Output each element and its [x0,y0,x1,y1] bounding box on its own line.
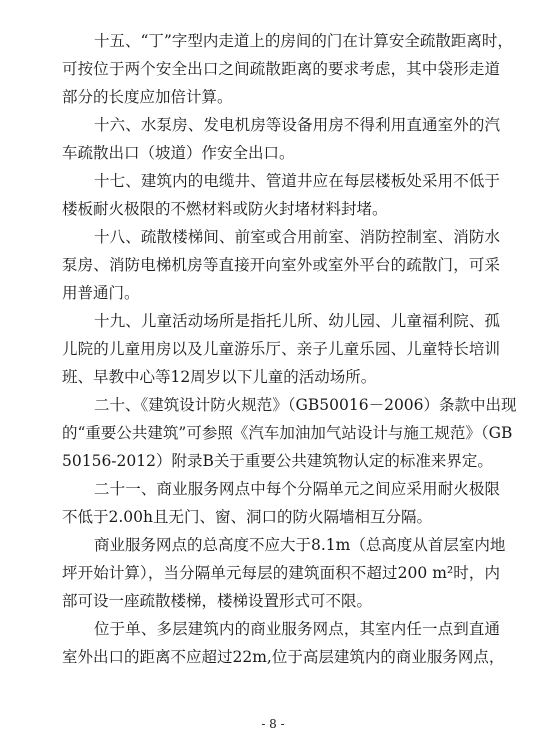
paragraph-15-line-2: 可按位于两个安全出口之间疏散距离的要求考虑，其中袋形走道 [62,60,500,78]
paragraph-17-line-2: 楼板耐火极限的不燃材料或防火封堵材料封堵。 [62,200,388,218]
paragraph-18-line-3: 用普通门。 [62,284,140,302]
paragraph-20-line-3: 50156-2012）附录B关于重要公共建筑物认定的标准来界定。 [62,452,493,470]
paragraph-shop-distance-line-1: 位于单、多层建筑内的商业服务网点，其室内任一点到直通 [94,620,500,638]
paragraph-15-line-3: 部分的长度应加倍计算。 [62,88,233,106]
paragraph-18-line-1: 十八、疏散楼梯间、前室或合用前室、消防控制室、消防水 [94,228,500,246]
paragraph-20-line-2: 的“重要公共建筑”可参照《汽车加油加气站设计与施工规范》（GB [62,424,513,442]
paragraph-15-line-1: 十五、“丁”字型内走道上的房间的门在计算安全疏散距离时， [94,32,513,50]
paragraph-shop-height-line-1: 商业服务网点的总高度不应大于8.1m（总高度从首层室内地 [94,536,506,554]
page-number: - 8 - [261,717,285,731]
paragraph-21-line-1: 二十一、商业服务网点中每个分隔单元之间应采用耐火极限 [94,480,500,498]
paragraph-19-line-3: 班、早教中心等12周岁以下儿童的活动场所。 [62,368,377,386]
paragraph-19-line-2: 儿院的儿童用房以及儿童游乐厅、亲子儿童乐园、儿童特长培训 [62,340,500,358]
paragraph-shop-distance-line-2: 室外出口的距离不应超过22m,位于高层建筑内的商业服务网点， [62,648,505,666]
paragraph-19-line-1: 十九、儿童活动场所是指托儿所、幼儿园、儿童福利院、孤 [94,312,500,330]
paragraph-16-line-1: 十六、水泵房、发电机房等设备用房不得利用直通室外的汽 [94,116,500,134]
paragraph-16-line-2: 车疏散出口（坡道）作安全出口。 [62,144,295,162]
paragraph-18-line-2: 泵房、消防电梯机房等直接开向室外或室外平台的疏散门，可采 [62,256,500,274]
paragraph-shop-height-line-2: 坪开始计算），当分隔单元每层的建筑面积不超过200 m²时，内 [62,564,500,582]
paragraph-17-line-1: 十七、建筑内的电缆井、管道井应在每层楼板处采用不低于 [94,172,500,190]
paragraph-shop-height-line-3: 部可设一座疏散楼梯，楼梯设置形式可不限。 [62,592,373,610]
paragraph-21-line-2: 不低于2.00h且无门、窗、洞口的防火隔墙相互分隔。 [62,508,432,526]
paragraph-20-line-1: 二十、《建筑设计防火规范》（GB50016－2006）条款中出现 [94,396,517,414]
